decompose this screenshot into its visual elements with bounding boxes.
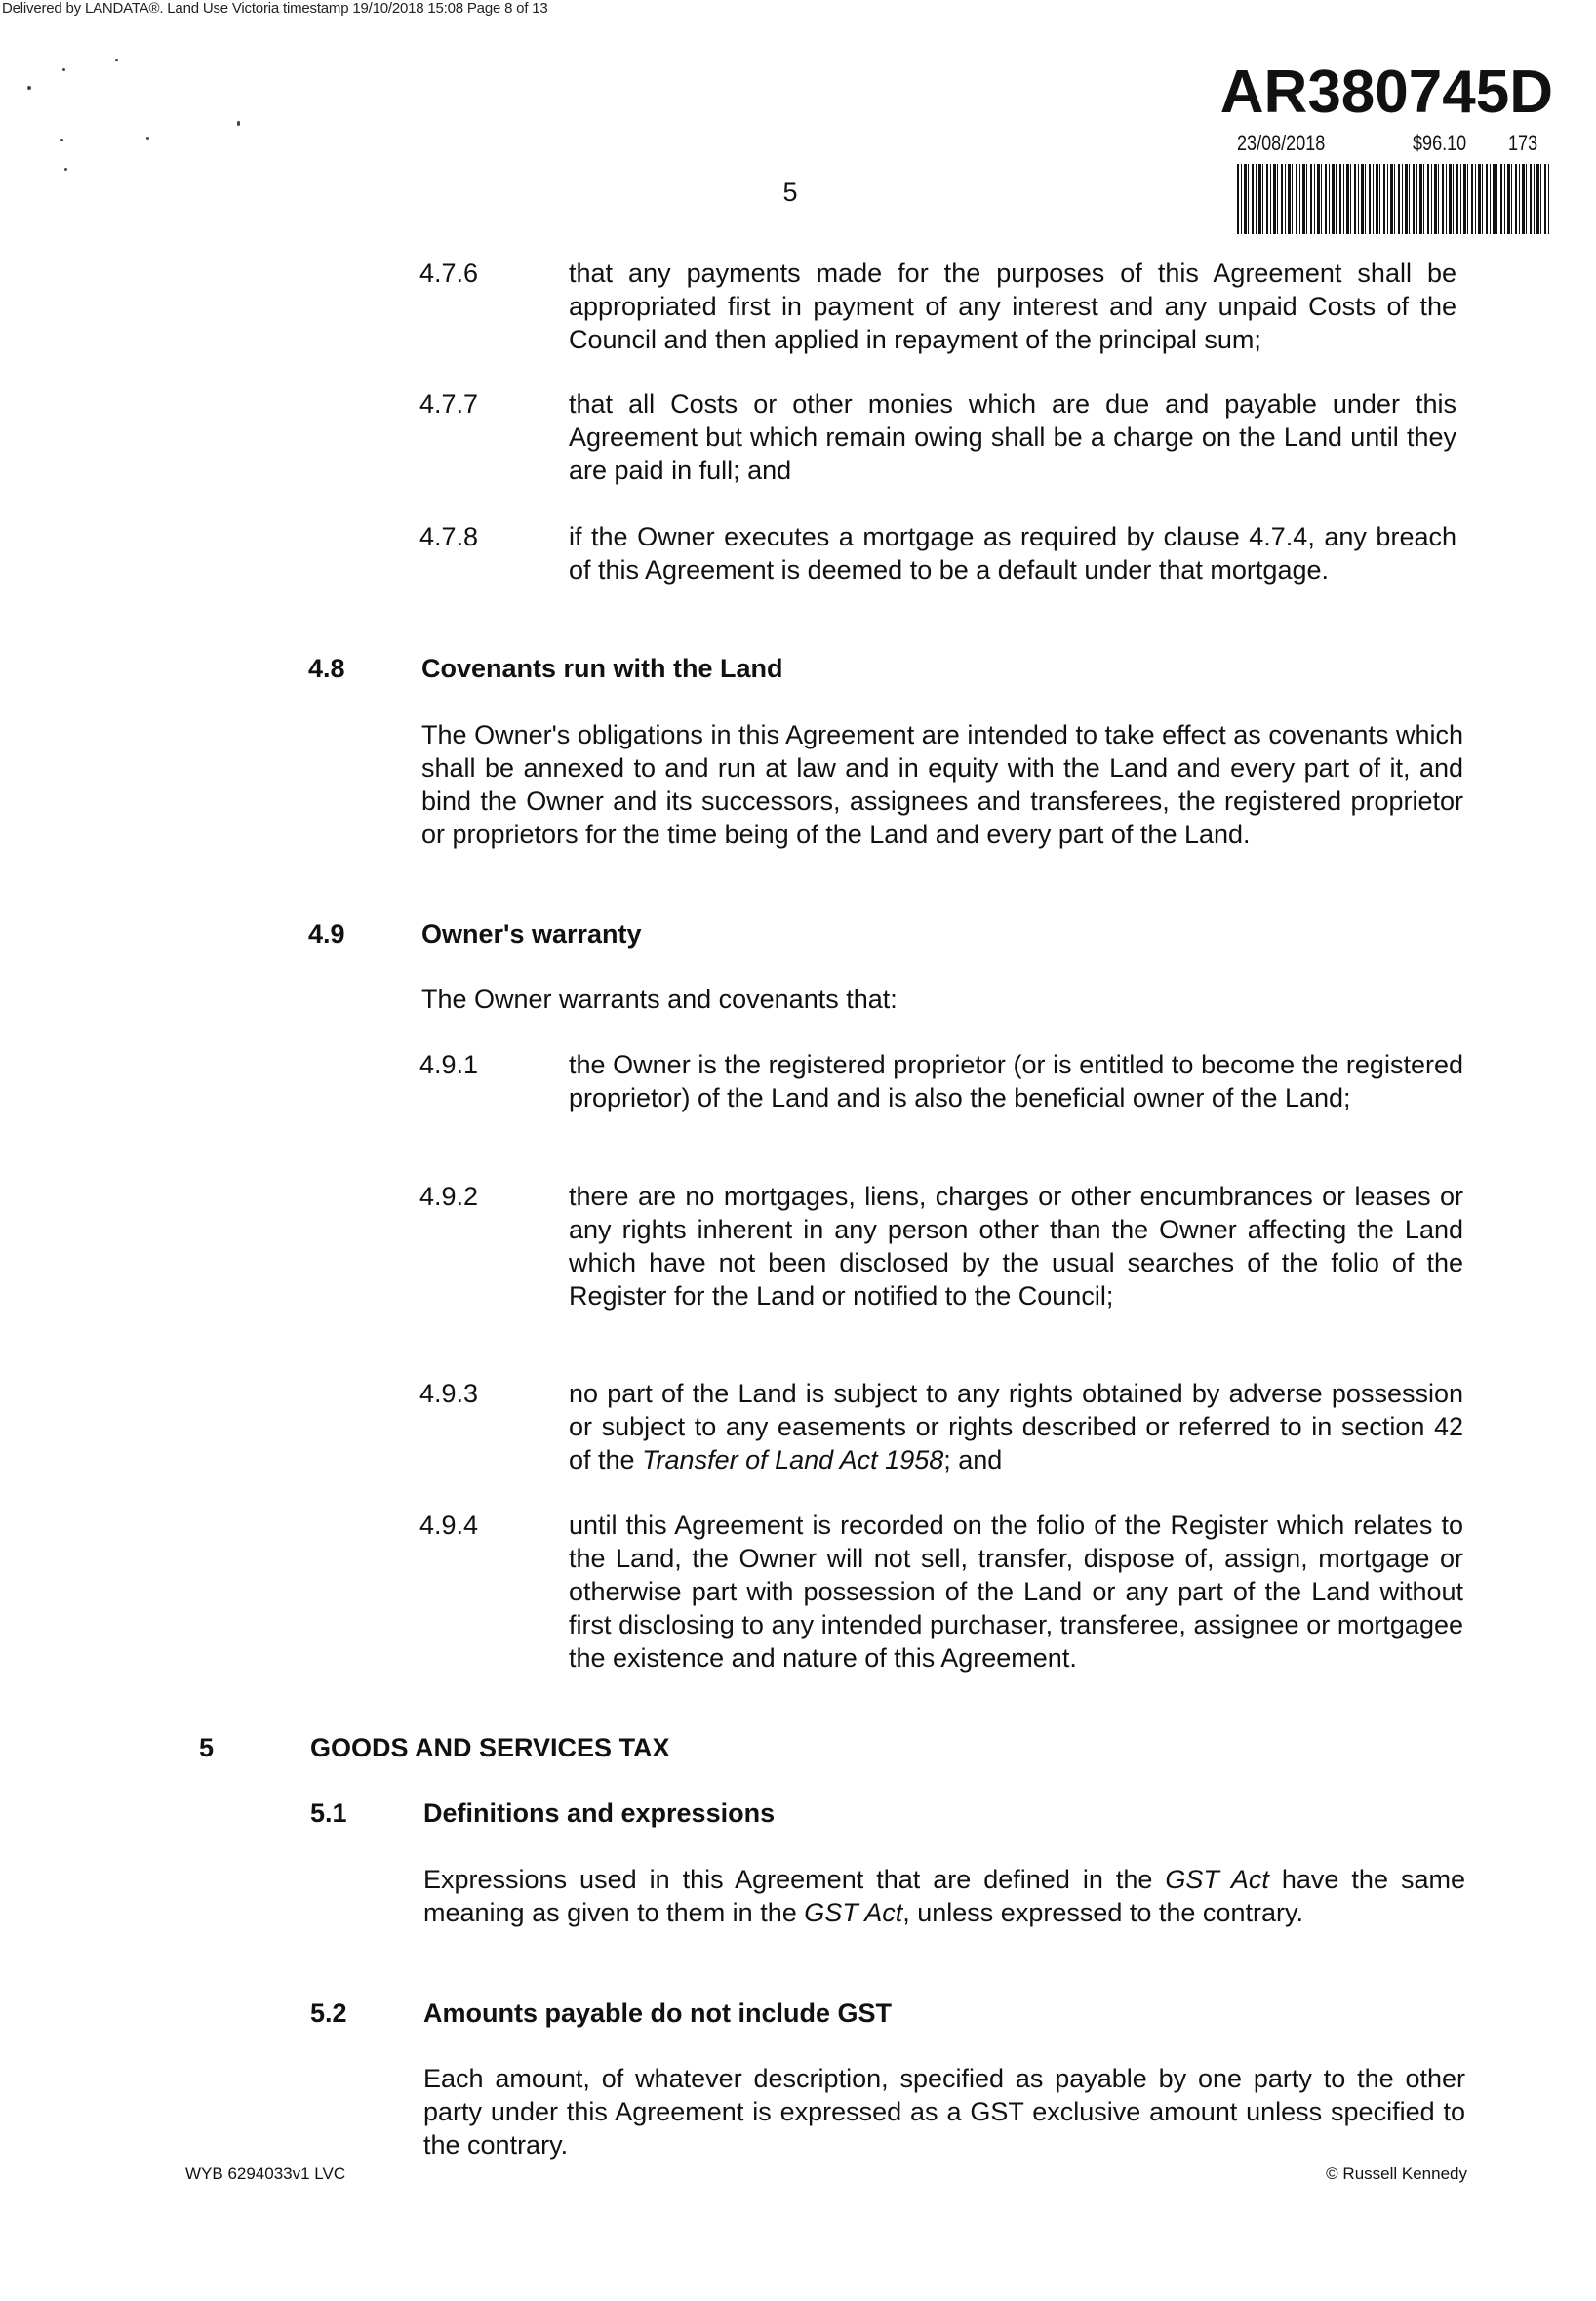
clause-text: the Owner is the registered proprietor (or is entitled to become the registered proprietor) of the Land and is also the beneficial owner of the Land; bbox=[569, 1050, 1463, 1112]
clause-text: there are no mortgages, liens, charges or other encumbrances or leases or any rights inherent in any person other than the Owner affecting the Land which have not been disclosed by the usual searches of the folio of the Register for the Land or notified to the Council; bbox=[569, 1182, 1463, 1311]
stamp-fee: $96.10 bbox=[1413, 131, 1467, 155]
scan-speck bbox=[62, 68, 65, 71]
clause-number: 4.7.7 bbox=[419, 389, 479, 419]
clause-text-part: ; and bbox=[943, 1445, 1003, 1474]
clause-number: 5.1 bbox=[310, 1798, 347, 1828]
footer-document-ref: WYB 6294033v1 LVC bbox=[185, 2164, 346, 2183]
clause-heading: Definitions and expressions bbox=[423, 1798, 776, 1828]
clause-number: 4.7.6 bbox=[419, 259, 479, 288]
clause-text-part: no part of the Land is subject to any rights obtained by adverse possession or subject to any easements or rights described or referred to in section 42 of the bbox=[569, 1379, 1463, 1474]
stamp-date: 23/08/2018 bbox=[1237, 131, 1326, 155]
act-name: GST Act bbox=[804, 1898, 903, 1927]
clause-text-part: Expressions used in this Agreement that are defined in the bbox=[423, 1865, 1166, 1894]
scan-speck bbox=[64, 168, 67, 171]
clause-text: that all Costs or other monies which are due and payable under this Agreement but which remain owing shall be a charge on the Land until they are paid in full; and bbox=[569, 389, 1456, 485]
clause-text bbox=[423, 1863, 1465, 1929]
clause-text: if the Owner executes a mortgage as required by clause 4.7.4, any breach of this Agreement is deemed to be a default under that mortgage. bbox=[569, 522, 1456, 585]
clause-number: 4.9.4 bbox=[419, 1511, 479, 1540]
clause-text-part: have the same meaning as given to them in the bbox=[423, 1865, 1465, 1927]
scan-speck bbox=[60, 139, 63, 141]
barcode bbox=[1237, 164, 1551, 234]
clause-number: 4.9.2 bbox=[419, 1182, 479, 1211]
clause-number: 4.9.3 bbox=[419, 1379, 479, 1408]
clause-number: 4.7.8 bbox=[419, 522, 479, 551]
clause-text: Each amount, of whatever description, specified as payable by one party to the other party under this Agreement is expressed as a GST exclusive amount unless specified to the contrary. bbox=[423, 2064, 1465, 2160]
registration-number: AR380745D bbox=[1219, 59, 1553, 126]
clause-heading: Amounts payable do not include GST bbox=[423, 1998, 893, 2028]
stamp-code: 173 bbox=[1508, 131, 1538, 155]
scan-speck bbox=[115, 59, 118, 61]
registration-stamp bbox=[1210, 59, 1561, 156]
act-name: GST Act bbox=[1165, 1865, 1269, 1894]
scan-speck bbox=[27, 86, 31, 90]
clause-heading: Covenants run with the Land bbox=[421, 654, 783, 683]
clause-heading: Owner's warranty bbox=[421, 919, 642, 949]
section-number: 5 bbox=[199, 1733, 215, 1762]
clause-number: 4.9.1 bbox=[419, 1050, 479, 1079]
clause-text: that any payments made for the purposes of this Agreement shall be appropriated first in payment of any interest and any unpaid Costs of the Council and then applied in repayment of the principal sum; bbox=[569, 259, 1456, 354]
clause-text-part: , unless expressed to the contrary. bbox=[902, 1898, 1303, 1927]
clause-text: until this Agreement is recorded on the folio of the Register which relates to the Land, the Owner will not sell, transfer, dispose of, assign, mortgage or otherwise part with possession of the Land or any part of the Land without first disclosing to any intended purchaser, transferee, assignee or mortgagee the existence and nature of this Agreement. bbox=[569, 1511, 1463, 1673]
footer-copyright: © Russell Kennedy bbox=[1326, 2164, 1467, 2183]
clause-number: 4.9 bbox=[308, 919, 345, 949]
scan-speck bbox=[237, 121, 240, 126]
page-number: 5 bbox=[782, 178, 798, 207]
clause-text: The Owner warrants and covenants that: bbox=[421, 985, 898, 1014]
section-heading: GOODS AND SERVICES TAX bbox=[310, 1733, 670, 1762]
clause-number: 4.8 bbox=[308, 654, 345, 683]
delivered-by-line: Delivered by LANDATA®. Land Use Victoria timestamp 19/10/2018 15:08 Page 8 of 13 bbox=[2, 0, 548, 17]
clause-number: 5.2 bbox=[310, 1998, 347, 2028]
scan-speck bbox=[146, 137, 149, 140]
stamp-meta bbox=[1210, 127, 1561, 156]
act-title: Transfer of Land Act 1958 bbox=[642, 1445, 944, 1474]
clause-text bbox=[569, 1377, 1463, 1476]
clause-text: The Owner's obligations in this Agreement are intended to take effect as covenants which shall be annexed to and run at law and in equity with the Land and every part of it, and bind the Owner and its successors, assignees and transferees, the registered proprietor or proprietors for the time being of the Land and every part of the Land. bbox=[421, 720, 1463, 849]
